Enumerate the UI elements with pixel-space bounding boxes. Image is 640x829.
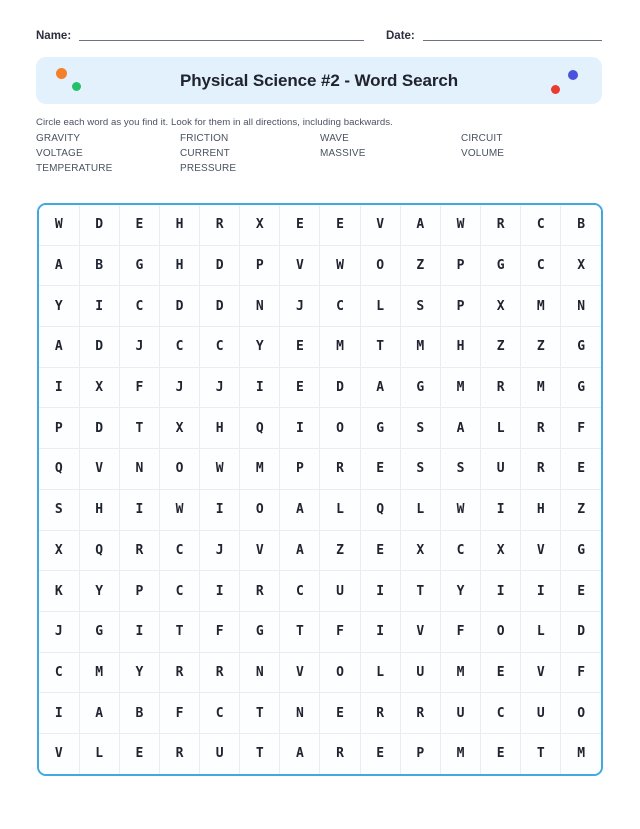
grid-cell[interactable]: J — [200, 367, 240, 408]
grid-cell[interactable]: L — [79, 733, 119, 773]
green-dot-icon — [72, 82, 81, 91]
grid-cell[interactable]: X — [240, 205, 280, 245]
grid-cell[interactable]: W — [159, 489, 199, 530]
grid-cell[interactable]: N — [240, 652, 280, 693]
student-info-row — [36, 30, 602, 43]
red-dot-icon — [551, 85, 560, 94]
grid-cell[interactable]: B — [119, 693, 159, 734]
grid-cell[interactable]: M — [240, 449, 280, 490]
grid-cell[interactable]: J — [39, 611, 79, 652]
grid-row — [39, 245, 601, 286]
date-field-group — [386, 30, 602, 43]
grid-cell[interactable]: Z — [320, 530, 360, 571]
name-label: Name: — [36, 30, 72, 42]
word-list — [36, 131, 602, 176]
grid-cell[interactable]: N — [561, 286, 601, 327]
grid-cell[interactable]: A — [280, 530, 320, 571]
page-title: Physical Science #2 - Word Search — [180, 70, 458, 90]
word-item: CURRENT — [180, 148, 230, 159]
grid-cell[interactable]: E — [481, 733, 521, 773]
grid-cell[interactable]: G — [240, 611, 280, 652]
grid-cell[interactable]: U — [521, 693, 561, 734]
grid-cell[interactable]: A — [79, 693, 119, 734]
grid-cell[interactable]: I — [200, 571, 240, 612]
grid-cell[interactable]: R — [200, 205, 240, 245]
grid-cell[interactable]: F — [561, 652, 601, 693]
title-banner — [36, 57, 602, 104]
grid-cell[interactable]: E — [119, 205, 159, 245]
grid-cell[interactable]: C — [159, 571, 199, 612]
grid-cell[interactable]: E — [280, 367, 320, 408]
grid-cell[interactable]: N — [240, 286, 280, 327]
grid-cell[interactable]: L — [360, 286, 400, 327]
grid-cell[interactable]: W — [440, 489, 480, 530]
grid-cell[interactable]: R — [400, 693, 440, 734]
grid-cell[interactable]: E — [561, 571, 601, 612]
grid-cell[interactable]: I — [360, 611, 400, 652]
grid-cell[interactable]: A — [280, 489, 320, 530]
grid-cell[interactable]: C — [159, 530, 199, 571]
grid-cell[interactable]: O — [320, 652, 360, 693]
grid-cell[interactable]: S — [400, 286, 440, 327]
grid-cell[interactable]: P — [119, 571, 159, 612]
grid-cell[interactable]: M — [320, 327, 360, 368]
word-item: PRESSURE — [180, 163, 237, 174]
grid-cell[interactable]: I — [119, 489, 159, 530]
grid-cell[interactable]: V — [280, 652, 320, 693]
grid-cell[interactable]: R — [159, 733, 199, 773]
grid-cell[interactable]: V — [39, 733, 79, 773]
grid-cell[interactable]: R — [320, 733, 360, 773]
grid-cell[interactable]: E — [561, 449, 601, 490]
grid-cell[interactable]: T — [240, 733, 280, 773]
grid-cell[interactable]: G — [360, 408, 400, 449]
grid-cell[interactable]: C — [440, 530, 480, 571]
grid-cell[interactable]: C — [119, 286, 159, 327]
grid-cell[interactable]: C — [200, 327, 240, 368]
grid-cell[interactable]: Y — [39, 286, 79, 327]
grid-cell[interactable]: L — [320, 489, 360, 530]
grid-cell[interactable]: Q — [39, 449, 79, 490]
word-item: MASSIVE — [320, 148, 366, 159]
grid-cell[interactable]: V — [521, 530, 561, 571]
grid-cell[interactable]: U — [440, 693, 480, 734]
grid-cell[interactable]: I — [79, 286, 119, 327]
grid-cell[interactable]: C — [481, 693, 521, 734]
grid-cell[interactable]: R — [521, 449, 561, 490]
grid-cell[interactable]: X — [561, 245, 601, 286]
grid-cell[interactable]: T — [521, 733, 561, 773]
name-field-group — [36, 30, 386, 43]
grid-cell[interactable]: C — [521, 205, 561, 245]
grid-cell[interactable]: G — [561, 530, 601, 571]
grid-cell[interactable]: I — [481, 489, 521, 530]
grid-cell[interactable]: R — [521, 408, 561, 449]
grid-cell[interactable]: X — [159, 408, 199, 449]
grid-cell[interactable]: N — [119, 449, 159, 490]
grid-cell[interactable]: D — [200, 245, 240, 286]
grid-cell[interactable]: O — [360, 245, 400, 286]
grid-cell[interactable]: M — [400, 327, 440, 368]
grid-cell[interactable]: C — [159, 327, 199, 368]
grid-cell[interactable]: C — [521, 245, 561, 286]
blue-dot-icon — [568, 70, 578, 80]
grid-cell[interactable]: T — [360, 327, 400, 368]
grid-cell[interactable]: R — [481, 367, 521, 408]
grid-cell[interactable]: O — [481, 611, 521, 652]
date-label: Date: — [386, 30, 415, 42]
letter-grid-table — [39, 205, 601, 774]
word-item: VOLUME — [461, 148, 505, 159]
grid-cell[interactable]: T — [119, 408, 159, 449]
grid-cell[interactable]: L — [400, 489, 440, 530]
grid-cell[interactable]: F — [440, 611, 480, 652]
grid-cell[interactable]: E — [481, 652, 521, 693]
grid-cell[interactable]: E — [360, 449, 400, 490]
grid-cell[interactable]: R — [320, 449, 360, 490]
grid-cell[interactable]: H — [79, 489, 119, 530]
grid-row — [39, 693, 601, 734]
grid-cell[interactable]: Q — [79, 530, 119, 571]
grid-cell[interactable]: I — [521, 571, 561, 612]
grid-cell[interactable]: E — [360, 733, 400, 773]
grid-cell[interactable]: I — [39, 693, 79, 734]
grid-cell[interactable]: M — [561, 733, 601, 773]
grid-cell[interactable]: D — [200, 286, 240, 327]
grid-cell[interactable]: L — [521, 611, 561, 652]
grid-cell[interactable]: X — [481, 530, 521, 571]
grid-cell[interactable]: Y — [240, 327, 280, 368]
grid-cell[interactable]: E — [360, 530, 400, 571]
grid-cell[interactable]: A — [440, 408, 480, 449]
grid-cell[interactable]: G — [561, 327, 601, 368]
grid-cell[interactable]: I — [39, 367, 79, 408]
grid-cell[interactable]: E — [119, 733, 159, 773]
grid-cell[interactable]: H — [521, 489, 561, 530]
grid-cell[interactable]: S — [39, 489, 79, 530]
grid-row — [39, 611, 601, 652]
grid-cell[interactable]: R — [481, 205, 521, 245]
grid-cell[interactable]: I — [200, 489, 240, 530]
grid-cell[interactable]: X — [39, 530, 79, 571]
grid-cell[interactable]: T — [240, 693, 280, 734]
grid-cell[interactable]: W — [39, 205, 79, 245]
grid-cell[interactable]: U — [320, 571, 360, 612]
grid-cell[interactable]: O — [561, 693, 601, 734]
grid-cell[interactable]: I — [280, 408, 320, 449]
grid-cell[interactable]: T — [280, 611, 320, 652]
grid-cell[interactable]: C — [280, 571, 320, 612]
grid-cell[interactable]: Y — [79, 571, 119, 612]
grid-cell[interactable]: G — [119, 245, 159, 286]
grid-cell[interactable]: S — [400, 449, 440, 490]
word-item: CIRCUIT — [461, 133, 503, 144]
grid-row — [39, 408, 601, 449]
word-item: VOLTAGE — [36, 148, 83, 159]
word-list-row — [36, 146, 602, 161]
grid-cell[interactable]: L — [481, 408, 521, 449]
grid-row — [39, 652, 601, 693]
grid-cell[interactable]: Z — [561, 489, 601, 530]
grid-cell[interactable]: G — [79, 611, 119, 652]
grid-cell[interactable]: Y — [119, 652, 159, 693]
grid-cell[interactable]: V — [400, 611, 440, 652]
grid-cell[interactable]: P — [280, 449, 320, 490]
grid-cell[interactable]: O — [159, 449, 199, 490]
grid-cell[interactable]: E — [280, 205, 320, 245]
grid-cell[interactable]: H — [440, 327, 480, 368]
grid-cell[interactable]: O — [320, 408, 360, 449]
grid-cell[interactable]: T — [400, 571, 440, 612]
grid-row — [39, 327, 601, 368]
grid-row — [39, 733, 601, 773]
grid-cell[interactable]: O — [240, 489, 280, 530]
grid-cell[interactable]: A — [360, 367, 400, 408]
grid-cell[interactable]: X — [481, 286, 521, 327]
grid-cell[interactable]: M — [521, 367, 561, 408]
grid-cell[interactable]: D — [159, 286, 199, 327]
grid-cell[interactable]: Z — [521, 327, 561, 368]
grid-cell[interactable]: M — [440, 733, 480, 773]
grid-cell[interactable]: J — [200, 530, 240, 571]
grid-cell[interactable]: U — [481, 449, 521, 490]
grid-cell[interactable]: M — [440, 652, 480, 693]
grid-cell[interactable]: W — [440, 205, 480, 245]
grid-cell[interactable]: P — [440, 286, 480, 327]
name-input-line[interactable] — [79, 39, 364, 41]
grid-row — [39, 367, 601, 408]
grid-cell[interactable]: W — [200, 449, 240, 490]
grid-cell[interactable]: L — [360, 652, 400, 693]
grid-cell[interactable]: E — [320, 693, 360, 734]
grid-cell[interactable]: U — [400, 652, 440, 693]
grid-cell[interactable]: A — [280, 733, 320, 773]
word-item: FRICTION — [180, 133, 229, 144]
grid-cell[interactable]: E — [280, 327, 320, 368]
grid-cell[interactable]: N — [280, 693, 320, 734]
grid-cell[interactable]: V — [79, 449, 119, 490]
word-item: TEMPERATURE — [36, 163, 113, 174]
orange-dot-icon — [56, 68, 67, 79]
word-list-row — [36, 161, 602, 176]
grid-cell[interactable]: D — [561, 611, 601, 652]
grid-cell[interactable]: B — [561, 205, 601, 245]
grid-cell[interactable]: F — [561, 408, 601, 449]
grid-cell[interactable]: H — [159, 205, 199, 245]
grid-cell[interactable]: K — [39, 571, 79, 612]
grid-cell[interactable]: J — [159, 367, 199, 408]
grid-cell[interactable]: Y — [440, 571, 480, 612]
grid-cell[interactable]: A — [400, 205, 440, 245]
grid-cell[interactable]: E — [320, 205, 360, 245]
date-input-line[interactable] — [423, 39, 602, 41]
grid-cell[interactable]: V — [360, 205, 400, 245]
grid-cell[interactable]: H — [200, 408, 240, 449]
grid-cell[interactable]: S — [400, 408, 440, 449]
grid-cell[interactable]: R — [240, 571, 280, 612]
grid-cell[interactable]: I — [360, 571, 400, 612]
grid-cell[interactable]: P — [39, 408, 79, 449]
grid-cell[interactable]: J — [119, 327, 159, 368]
grid-cell[interactable]: D — [320, 367, 360, 408]
grid-cell[interactable]: R — [119, 530, 159, 571]
grid-cell[interactable]: I — [119, 611, 159, 652]
instructions-text: Circle each word as you find it. Look for them in all directions, including backwards. — [36, 117, 393, 128]
grid-cell[interactable]: P — [400, 733, 440, 773]
grid-cell[interactable]: M — [440, 367, 480, 408]
grid-cell[interactable]: D — [79, 327, 119, 368]
grid-cell[interactable]: V — [280, 245, 320, 286]
grid-cell[interactable]: G — [481, 245, 521, 286]
grid-cell[interactable]: G — [400, 367, 440, 408]
grid-cell[interactable]: M — [79, 652, 119, 693]
grid-row — [39, 530, 601, 571]
grid-cell[interactable]: X — [400, 530, 440, 571]
grid-cell[interactable]: T — [159, 611, 199, 652]
grid-cell[interactable]: V — [240, 530, 280, 571]
grid-cell[interactable]: R — [360, 693, 400, 734]
grid-cell[interactable]: W — [320, 245, 360, 286]
grid-cell[interactable]: D — [79, 408, 119, 449]
grid-row — [39, 571, 601, 612]
grid-cell[interactable]: U — [200, 733, 240, 773]
grid-cell[interactable]: I — [481, 571, 521, 612]
grid-cell[interactable]: Q — [360, 489, 400, 530]
grid-cell[interactable]: A — [39, 245, 79, 286]
grid-cell[interactable]: G — [561, 367, 601, 408]
grid-cell[interactable]: P — [240, 245, 280, 286]
grid-cell[interactable]: M — [521, 286, 561, 327]
word-list-row — [36, 131, 602, 146]
grid-cell[interactable]: C — [39, 652, 79, 693]
grid-cell[interactable]: F — [320, 611, 360, 652]
grid-row — [39, 205, 601, 245]
word-item: WAVE — [320, 133, 349, 144]
grid-row — [39, 286, 601, 327]
grid-cell[interactable]: V — [521, 652, 561, 693]
grid-row — [39, 449, 601, 490]
grid-cell[interactable]: A — [39, 327, 79, 368]
grid-cell[interactable]: F — [200, 611, 240, 652]
grid-cell[interactable]: S — [440, 449, 480, 490]
grid-cell[interactable]: H — [159, 245, 199, 286]
grid-cell[interactable]: R — [200, 652, 240, 693]
word-search-grid[interactable] — [37, 203, 603, 776]
grid-cell[interactable]: C — [200, 693, 240, 734]
grid-cell[interactable]: Z — [400, 245, 440, 286]
grid-cell[interactable]: I — [240, 367, 280, 408]
grid-cell[interactable]: Z — [481, 327, 521, 368]
grid-cell[interactable]: R — [159, 652, 199, 693]
grid-cell[interactable]: B — [79, 245, 119, 286]
grid-cell[interactable]: C — [320, 286, 360, 327]
grid-cell[interactable]: D — [79, 205, 119, 245]
grid-cell[interactable]: Q — [240, 408, 280, 449]
word-item: GRAVITY — [36, 133, 81, 144]
grid-cell[interactable]: X — [79, 367, 119, 408]
grid-cell[interactable]: F — [119, 367, 159, 408]
grid-row — [39, 489, 601, 530]
grid-cell[interactable]: J — [280, 286, 320, 327]
grid-cell[interactable]: F — [159, 693, 199, 734]
grid-cell[interactable]: P — [440, 245, 480, 286]
